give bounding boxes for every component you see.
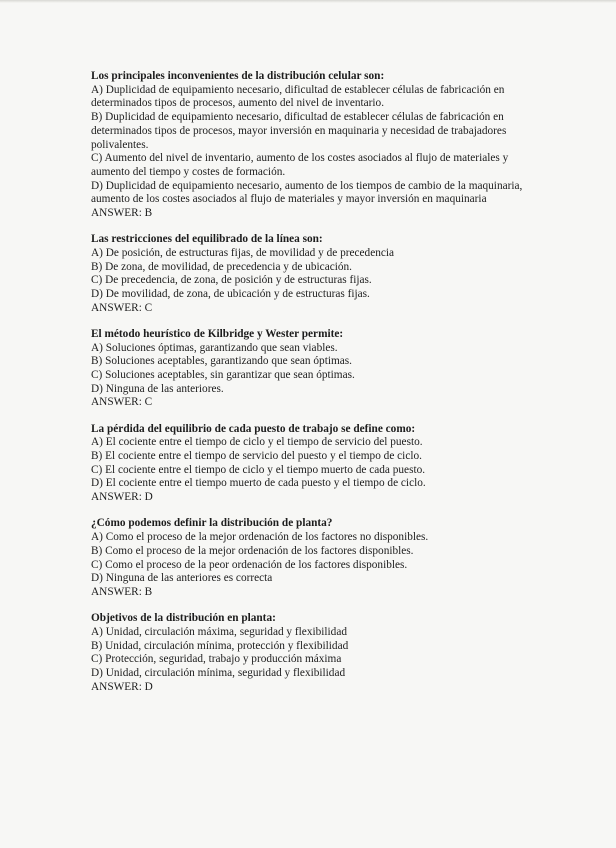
answer-line: ANSWER: D bbox=[91, 491, 153, 504]
question-title: ¿Cómo podemos definir la distribución de planta? bbox=[91, 517, 333, 530]
page-top-edge bbox=[0, 0, 616, 3]
option-a: A) De posición, de estructuras fijas, de movilidad y de precedencia bbox=[91, 246, 395, 259]
option-b: B) Duplicidad de equipamiento necesario, dificultad de establecer células de fabricación en determinados tipos de procesos, mayor inversión en maquinaria y necesidad de trabajadores polivalentes. bbox=[91, 111, 507, 151]
question-title: Las restricciones del equilibrado de la línea son: bbox=[91, 233, 323, 246]
option-b: B) Soluciones aceptables, garantizando que sean óptimas. bbox=[91, 355, 353, 368]
option-b: B) De zona, de movilidad, de precedencia y de ubicación. bbox=[91, 260, 352, 273]
question-1 bbox=[91, 70, 523, 221]
question-6 bbox=[91, 612, 523, 694]
answer-line: ANSWER: C bbox=[91, 301, 153, 314]
option-d: D) El cociente entre el tiempo muerto de cada puesto y el tiempo de ciclo. bbox=[91, 477, 426, 490]
option-a: A) Duplicidad de equipamiento necesario, dificultad de establecer células de fabricación en determinados tipos de procesos, aumento del nivel de inventario. bbox=[91, 83, 505, 110]
option-b: B) Como el proceso de la mejor ordenación de los factores disponibles. bbox=[91, 544, 414, 557]
option-b: B) El cociente entre el tiempo de servicio del puesto y el tiempo de ciclo. bbox=[91, 450, 422, 463]
option-d: D) Ninguna de las anteriores es correcta bbox=[91, 572, 273, 585]
question-title: El método heurístico de Kilbridge y Wester permite: bbox=[91, 327, 344, 340]
question-5 bbox=[91, 517, 523, 599]
question-title: Objetivos de la distribución en planta: bbox=[91, 612, 276, 625]
option-c: C) El cociente entre el tiempo de ciclo y el tiempo muerto de cada puesto. bbox=[91, 463, 426, 476]
option-d: D) De movilidad, de zona, de ubicación y de estructuras fijas. bbox=[91, 288, 370, 301]
question-3 bbox=[91, 328, 523, 410]
option-a: A) Soluciones óptimas, garantizando que sean viables. bbox=[91, 341, 338, 354]
answer-line: ANSWER: D bbox=[91, 680, 153, 693]
option-a: A) Como el proceso de la mejor ordenación de los factores no disponibles. bbox=[91, 531, 429, 544]
option-c: C) Como el proceso de la peor ordenación de los factores disponibles. bbox=[91, 558, 408, 571]
option-c: C) Aumento del nivel de inventario, aumento de los costes asociados al flujo de materiales y aumento del tiempo y costes de formación. bbox=[91, 152, 509, 178]
option-c: C) Protección, seguridad, trabajo y producción máxima bbox=[91, 653, 342, 666]
option-b: B) Unidad, circulación mínima, protección y flexibilidad bbox=[91, 639, 349, 652]
option-a: A) Unidad, circulación máxima, seguridad y flexibilidad bbox=[91, 625, 347, 638]
option-c: C) De precedencia, de zona, de posición y de estructuras fijas. bbox=[91, 274, 372, 287]
option-a: A) El cociente entre el tiempo de ciclo y el tiempo de servicio del puesto. bbox=[91, 436, 423, 449]
option-d: D) Unidad, circulación mínima, seguridad y flexibilidad bbox=[91, 666, 346, 679]
question-4 bbox=[91, 423, 523, 505]
option-d: D) Ninguna de las anteriores. bbox=[91, 382, 224, 395]
answer-line: ANSWER: B bbox=[91, 207, 153, 220]
answer-line: ANSWER: C bbox=[91, 396, 153, 409]
option-c: C) Soluciones aceptables, sin garantizar que sean óptimas. bbox=[91, 369, 355, 382]
question-title: La pérdida del equilibrio de cada puesto de trabajo se define como: bbox=[91, 422, 416, 435]
option-d: D) Duplicidad de equipamiento necesario, aumento de los tiempos de cambio de la maquinaria, aumento de los costes asociados al flujo de materiales y mayor inversión en maquinaria bbox=[91, 179, 523, 206]
question-2 bbox=[91, 233, 523, 315]
answer-line: ANSWER: B bbox=[91, 585, 153, 598]
question-list bbox=[91, 70, 523, 707]
question-title: Los principales inconvenientes de la distribución celular son: bbox=[91, 70, 385, 82]
